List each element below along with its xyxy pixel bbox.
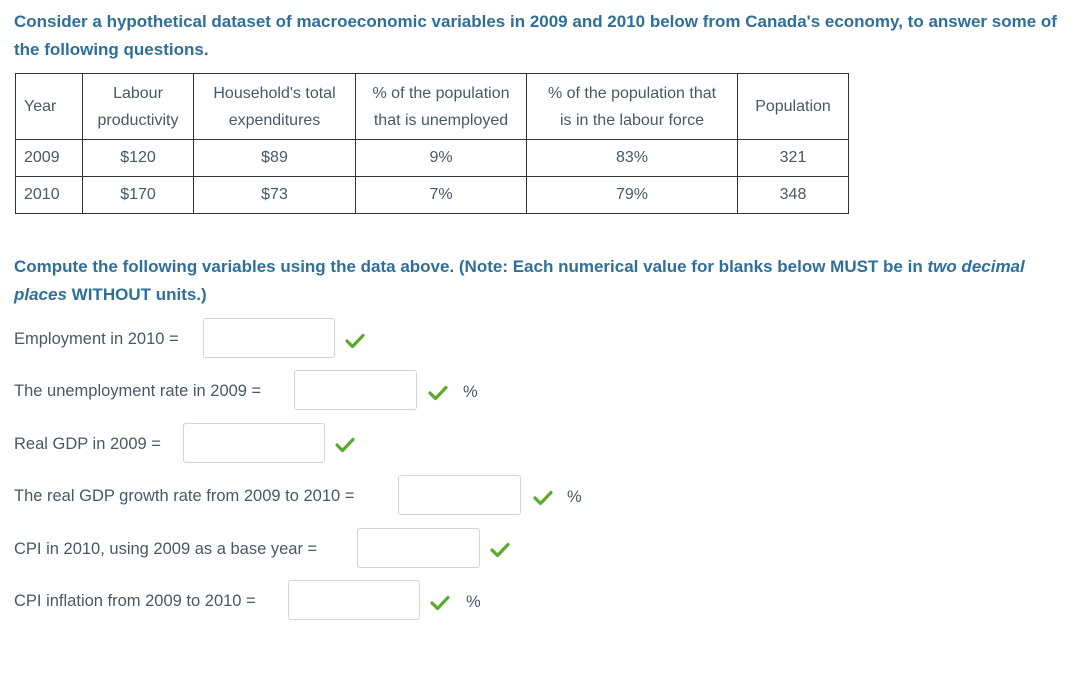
header-unemployed: % of the population that is unemployed (356, 74, 527, 140)
checkmark-icon (345, 333, 365, 349)
compute-instructions: Compute the following variables using the data above. (Note: Each numerical value for blanks below MUST be in two decimal places WITHOUT units.) (14, 257, 1025, 304)
cell-population: 321 (738, 140, 849, 177)
question-cpi-2010: CPI in 2010, using 2009 as a base year = (14, 540, 318, 558)
table-header-row (16, 74, 849, 140)
percent-unit: % (466, 593, 481, 611)
question-cpi-inflation: CPI inflation from 2009 to 2010 = (14, 592, 256, 610)
percent-unit: % (567, 488, 582, 506)
cpi-2010-input[interactable] (357, 528, 480, 568)
checkmark-icon (430, 595, 450, 611)
cell-labour-productivity: $170 (83, 177, 194, 214)
header-population: Population (738, 74, 849, 140)
real-gdp-2009-input[interactable] (183, 423, 325, 463)
checkmark-icon (335, 437, 355, 453)
cell-household-expenditures: $89 (194, 140, 356, 177)
unemployment-rate-2009-input[interactable] (294, 370, 417, 410)
question-real-gdp-2009: Real GDP in 2009 = (14, 435, 161, 453)
cell-unemployed: 9% (356, 140, 527, 177)
cell-labour-force: 83% (527, 140, 738, 177)
question-employment-2010: Employment in 2010 = (14, 330, 179, 348)
header-year: Year (16, 74, 83, 140)
cell-population: 348 (738, 177, 849, 214)
cpi-inflation-input[interactable] (288, 580, 420, 620)
header-household-expenditures: Household's total expenditures (194, 74, 356, 140)
table-row (16, 177, 849, 214)
cell-year: 2010 (16, 177, 83, 214)
employment-2010-input[interactable] (203, 318, 335, 358)
percent-unit: % (463, 383, 478, 401)
cell-household-expenditures: $73 (194, 177, 356, 214)
header-labour-force: % of the population that is in the labour force (527, 74, 738, 140)
header-labour-productivity: Labour productivity (83, 74, 194, 140)
intro-text: Consider a hypothetical dataset of macroeconomic variables in 2009 and 2010 below from Canada's economy, to answer some of the following questions. (14, 12, 1057, 59)
question-unemployment-rate-2009: The unemployment rate in 2009 = (14, 382, 262, 400)
table-row (16, 140, 849, 177)
checkmark-icon (490, 542, 510, 558)
cell-unemployed: 7% (356, 177, 527, 214)
real-gdp-growth-rate-input[interactable] (398, 475, 521, 515)
checkmark-icon (533, 490, 553, 506)
checkmark-icon (428, 385, 448, 401)
cell-year: 2009 (16, 140, 83, 177)
data-table (15, 73, 849, 214)
cell-labour-productivity: $120 (83, 140, 194, 177)
question-real-gdp-growth-rate: The real GDP growth rate from 2009 to 2010 = (14, 487, 355, 505)
cell-labour-force: 79% (527, 177, 738, 214)
